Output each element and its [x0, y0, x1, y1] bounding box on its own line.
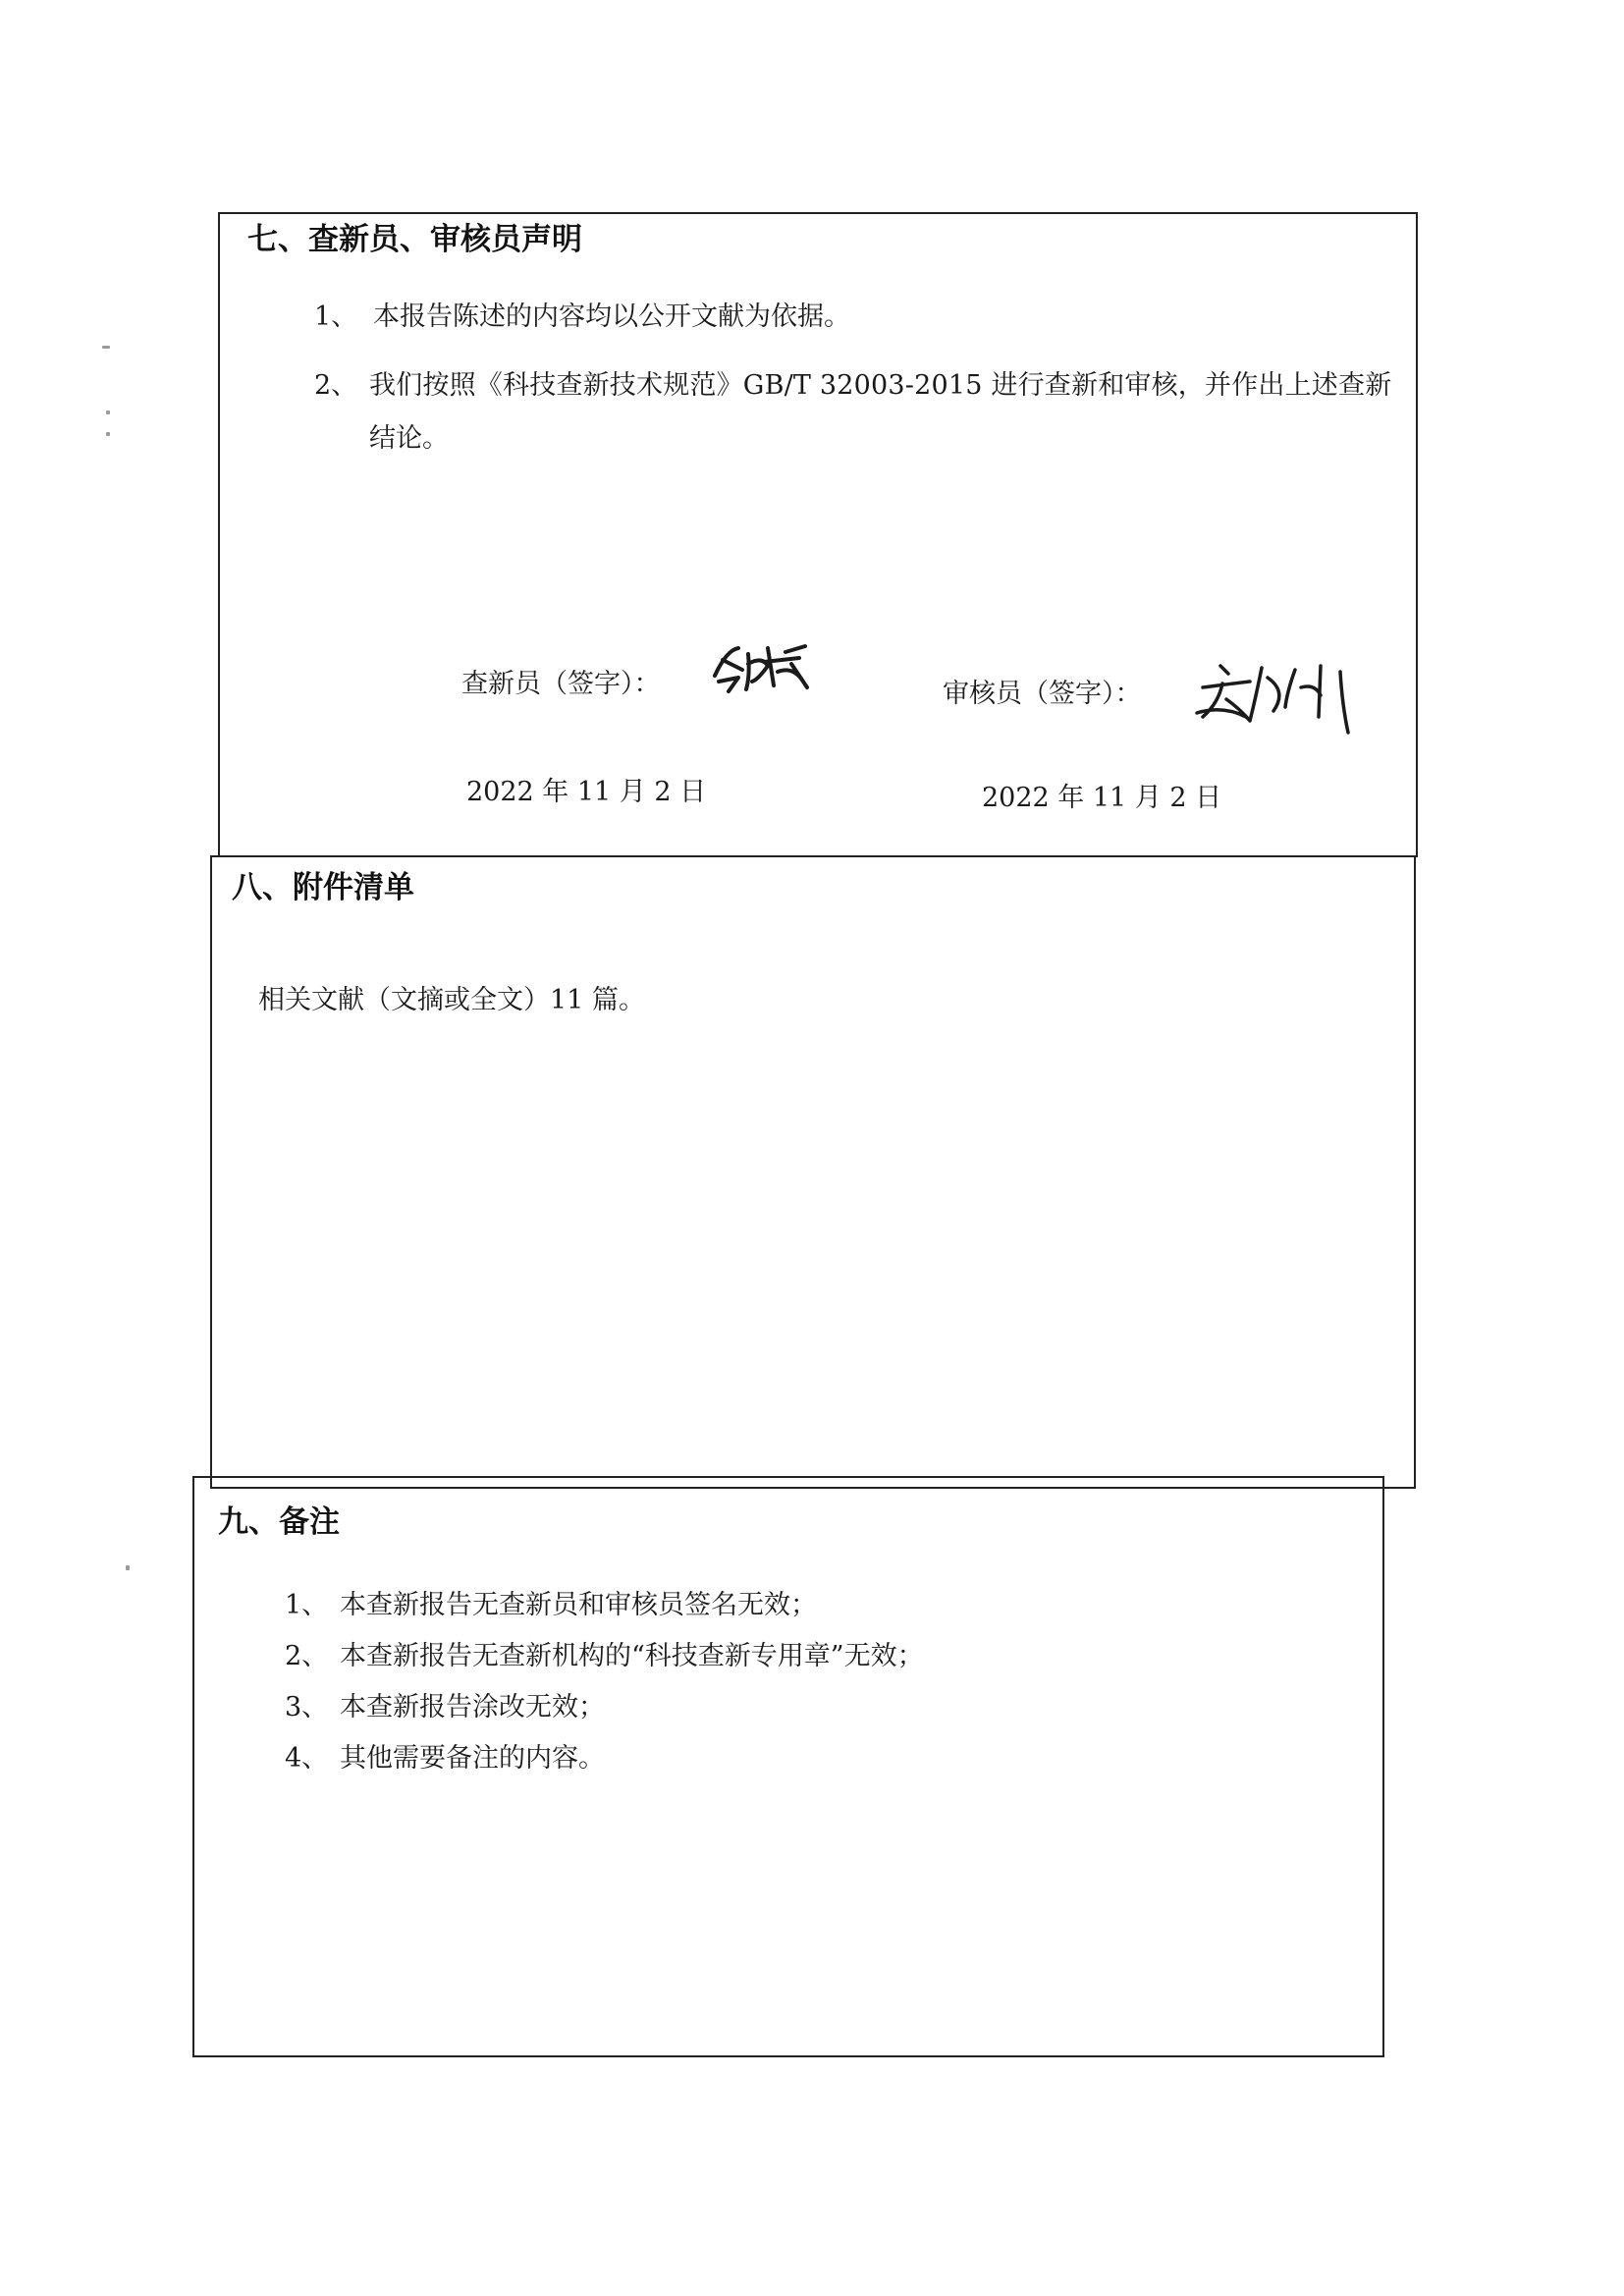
scan-speck	[106, 432, 110, 436]
declaration-item-1-number: 1、	[314, 301, 358, 332]
declaration-item-2-number: 2、	[314, 370, 358, 401]
declaration-item-2-text-continued: 结论。	[369, 423, 449, 454]
remark-item-4-number: 4、	[285, 1743, 329, 1774]
section-attachments-title: 八、附件清单	[232, 870, 414, 905]
remark-item-4-text: 其他需要备注的内容。	[340, 1743, 605, 1774]
scan-speck	[126, 1565, 130, 1570]
reviewer-signature	[1193, 648, 1360, 737]
scan-speck	[106, 410, 110, 414]
declaration-item-1-text: 本报告陈述的内容均以公开文献为依据。	[373, 301, 850, 332]
remark-item-2-text: 本查新报告无查新机构的“科技查新专用章”无效；	[340, 1641, 924, 1671]
searcher-signature	[709, 636, 817, 697]
declaration-item-2-text: 我们按照《科技查新技术规范》GB/T 32003-2015 进行查新和审核，并作出上述查新	[369, 370, 1392, 401]
remark-item-2-number: 2、	[285, 1641, 329, 1671]
remark-item-3-number: 3、	[285, 1692, 329, 1722]
searcher-signature-date: 2022 年 11 月 2 日	[466, 777, 707, 807]
section-declaration-title: 七、查新员、审核员声明	[247, 222, 582, 257]
remark-item-1-number: 1、	[285, 1590, 329, 1620]
section-remarks-title: 九、备注	[218, 1504, 340, 1540]
searcher-signature-label: 查新员（签字）：	[461, 669, 661, 699]
remark-item-1-text: 本查新报告无查新员和审核员签名无效；	[340, 1590, 817, 1620]
section-attachments-box	[210, 855, 1416, 1489]
reviewer-signature-date: 2022 年 11 月 2 日	[982, 783, 1222, 813]
scan-speck	[102, 346, 110, 349]
attachments-content: 相关文献（文摘或全文）11 篇。	[258, 985, 645, 1015]
reviewer-signature-label: 审核员（签字）：	[943, 679, 1142, 709]
remark-item-3-text: 本查新报告涂改无效；	[340, 1692, 605, 1722]
